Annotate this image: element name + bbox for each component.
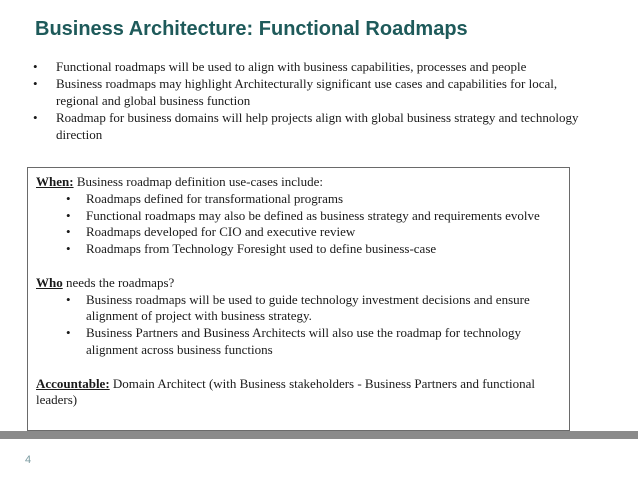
bullet-dot-icon: • bbox=[33, 59, 38, 74]
accountable-heading bbox=[36, 376, 561, 410]
who-list bbox=[66, 292, 561, 359]
top-bullet-list bbox=[33, 58, 593, 143]
when-keyword: When: bbox=[36, 174, 74, 189]
who-item bbox=[66, 292, 561, 326]
spacer bbox=[36, 258, 561, 275]
bullet-dot-icon: • bbox=[66, 207, 71, 223]
when-item bbox=[66, 241, 561, 258]
when-item-text: Functional roadmaps may also be defined as business strategy and requirements evolve bbox=[86, 207, 540, 223]
when-list bbox=[66, 191, 561, 258]
bullet-dot-icon: • bbox=[33, 110, 38, 125]
accountable-text: Domain Architect (with Business stakeholders - Business Partners and functional leaders) bbox=[36, 375, 535, 408]
top-bullet bbox=[33, 75, 593, 109]
page-number: 4 bbox=[25, 454, 32, 466]
when-item bbox=[66, 224, 561, 241]
top-bullet-text: Functional roadmaps will be used to align with business capabilities, processes and people bbox=[56, 59, 527, 74]
who-keyword: Who bbox=[36, 274, 63, 290]
when-item bbox=[66, 208, 561, 225]
when-item-text: Roadmaps developed for CIO and executive review bbox=[86, 224, 356, 240]
top-bullet bbox=[33, 58, 593, 75]
top-bullet-text: Roadmap for business domains will help projects align with global business strategy and technology direction bbox=[56, 110, 579, 142]
bullet-dot-icon: • bbox=[66, 224, 71, 240]
bullet-dot-icon: • bbox=[66, 190, 71, 206]
accountable-keyword: Accountable: bbox=[36, 375, 110, 391]
spacer bbox=[36, 359, 561, 376]
who-item-text: Business Partners and Business Architects will also use the roadmap for technology alignment across business functions bbox=[86, 325, 522, 357]
bullet-dot-icon: • bbox=[66, 325, 71, 341]
bullet-dot-icon: • bbox=[66, 291, 71, 307]
top-bullet-text: Business roadmaps may highlight Architecturally significant use cases and capabilities for local, regional and global business function bbox=[56, 76, 558, 108]
when-item-text: Roadmaps defined for transformational programs bbox=[86, 190, 344, 206]
when-item bbox=[66, 191, 561, 208]
who-item bbox=[66, 325, 561, 359]
when-heading bbox=[36, 174, 561, 191]
when-item-text: Roadmaps from Technology Foresight used to define business-case bbox=[86, 241, 437, 257]
footer-bar bbox=[0, 431, 638, 439]
bullet-dot-icon: • bbox=[66, 241, 71, 257]
bullet-dot-icon: • bbox=[33, 76, 38, 91]
top-bullet bbox=[33, 109, 593, 143]
who-text: needs the roadmaps? bbox=[62, 274, 175, 290]
slide-title: Business Architecture: Functional Roadmaps bbox=[35, 18, 468, 40]
who-item-text: Business roadmaps will be used to guide technology investment decisions and ensure alignment of project with business strategy. bbox=[86, 291, 530, 324]
info-box bbox=[27, 167, 570, 431]
when-text: Business roadmap definition use-cases include: bbox=[73, 174, 324, 189]
who-heading bbox=[36, 275, 561, 292]
